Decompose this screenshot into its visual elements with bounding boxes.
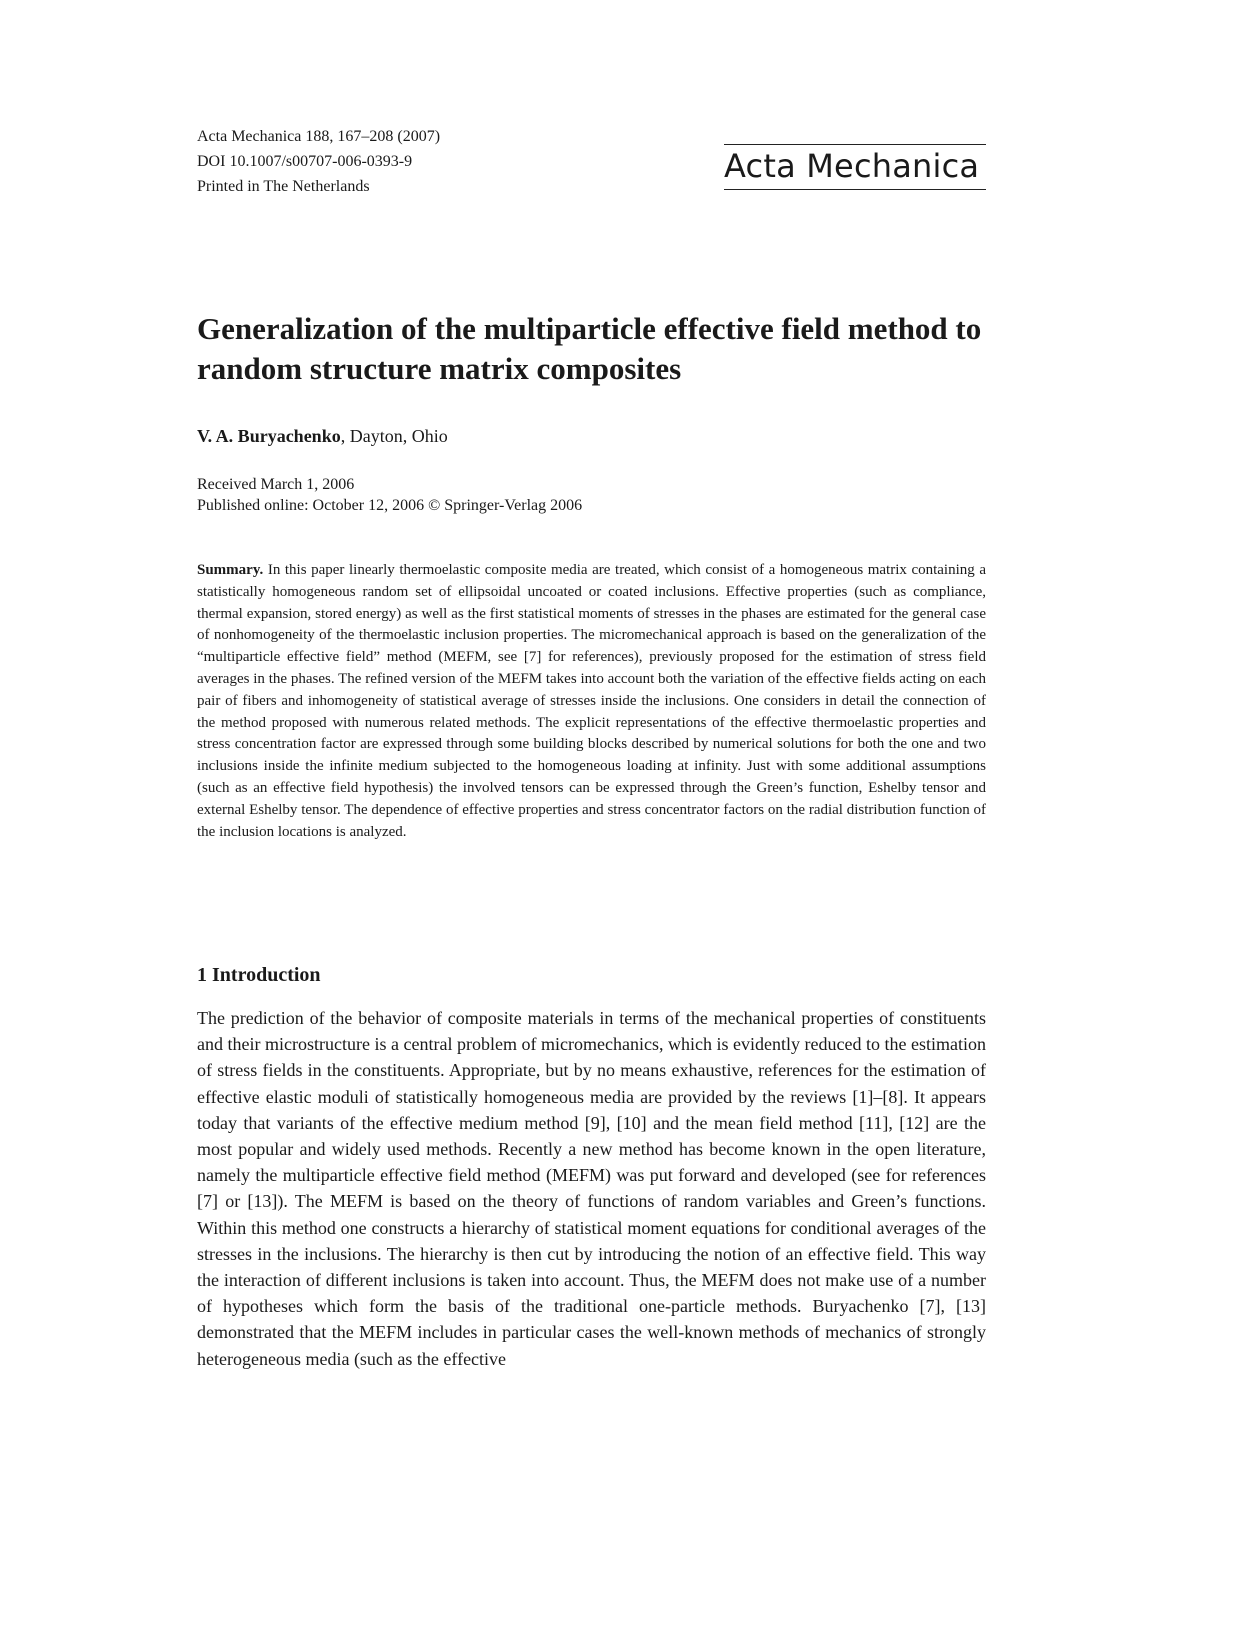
journal-logo: Acta Mechanica	[724, 144, 986, 190]
summary-text: In this paper linearly thermoelastic composite media are treated, which consist of a homogeneous matrix containing a statistically homogeneous random set of ellipsoidal uncoated or coated inclusions. Effective properties (such as compliance, thermal expansion, stored energy) as well as the first statistical moments of stresses in the phases are estimated for the general case of nonhomogeneity of the thermoelastic inclusion properties. The micromechanical approach is based on the generalization of the “multiparticle effective field” method (MEFM, see [7] for references), previously proposed for the estimation of stress field averages in the phases. The refined version of the MEFM takes into account both the variation of the effective fields acting on each pair of fibers and inhomogeneity of statistical average of stresses inside the inclusions. One considers in detail the connection of the method proposed with numerous related methods. The explicit representations of the effective thermoelastic properties and stress concentration factor are expressed through some building blocks described by numerical solutions for both the one and two inclusions inside the infinite medium subjected to the homogeneous loading at infinity. Just with some additional assumptions (such as an effective field hypothesis) the involved tensors can be expressed through the Green’s function, Eshelby tensor and external Eshelby tensor. The dependence of effective properties and stress concentrator factors on the radial distribution function of the inclusion locations is analyzed.	[197, 562, 986, 840]
author-line	[197, 424, 448, 448]
author-name: V. A. Buryachenko	[197, 426, 341, 446]
article-title: Generalization of the multiparticle effective field method to random structure matrix composites	[197, 311, 982, 386]
summary-label: Summary.	[197, 562, 264, 578]
received-date: Received March 1, 2006	[197, 476, 355, 493]
summary-paragraph	[197, 560, 986, 843]
journal-meta	[197, 124, 440, 199]
journal-printed: Printed in The Netherlands	[197, 178, 370, 195]
introduction-paragraph: The prediction of the behavior of composite materials in terms of the mechanical properties of constituents and their microstructure is a central problem of micromechanics, which is evidently reduced to the estimation of stress fields in the constituents. Appropriate, but by no means exhaustive, references for the estimation of effective elastic moduli of statistically homogeneous media are provided by the reviews [1]–[8]. It appears today that variants of the effective medium method [9], [10] and the mean field method [11], [12] are the most popular and widely used methods. Recently a new method has become known in the open literature, namely the multiparticle effective field method (MEFM) was put forward and developed (see for references [7] or [13]). The MEFM is based on the theory of functions of random variables and Green’s functions. Within this method one constructs a hierarchy of statistical moment equations for conditional averages of the stresses in the inclusions. The hierarchy is then cut by introducing the notion of an effective field. This way the interaction of different inclusions is taken into account. Thus, the MEFM does not make use of a number of hypotheses which form the basis of the traditional one-particle methods. Buryachenko [7], [13] demonstrated that the MEFM includes in particular cases the well-known methods of mechanics of strongly heterogeneous media (such as the effective	[197, 1008, 986, 1369]
author-location: , Dayton, Ohio	[340, 426, 448, 446]
journal-doi: DOI 10.1007/s00707-006-0393-9	[197, 153, 413, 170]
section-heading-introduction: 1 Introduction	[197, 964, 321, 986]
journal-citation: Acta Mechanica 188, 167–208 (2007)	[197, 128, 441, 145]
published-date: Published online: October 12, 2006 © Springer-Verlag 2006	[197, 497, 583, 514]
publication-dates	[197, 474, 582, 516]
